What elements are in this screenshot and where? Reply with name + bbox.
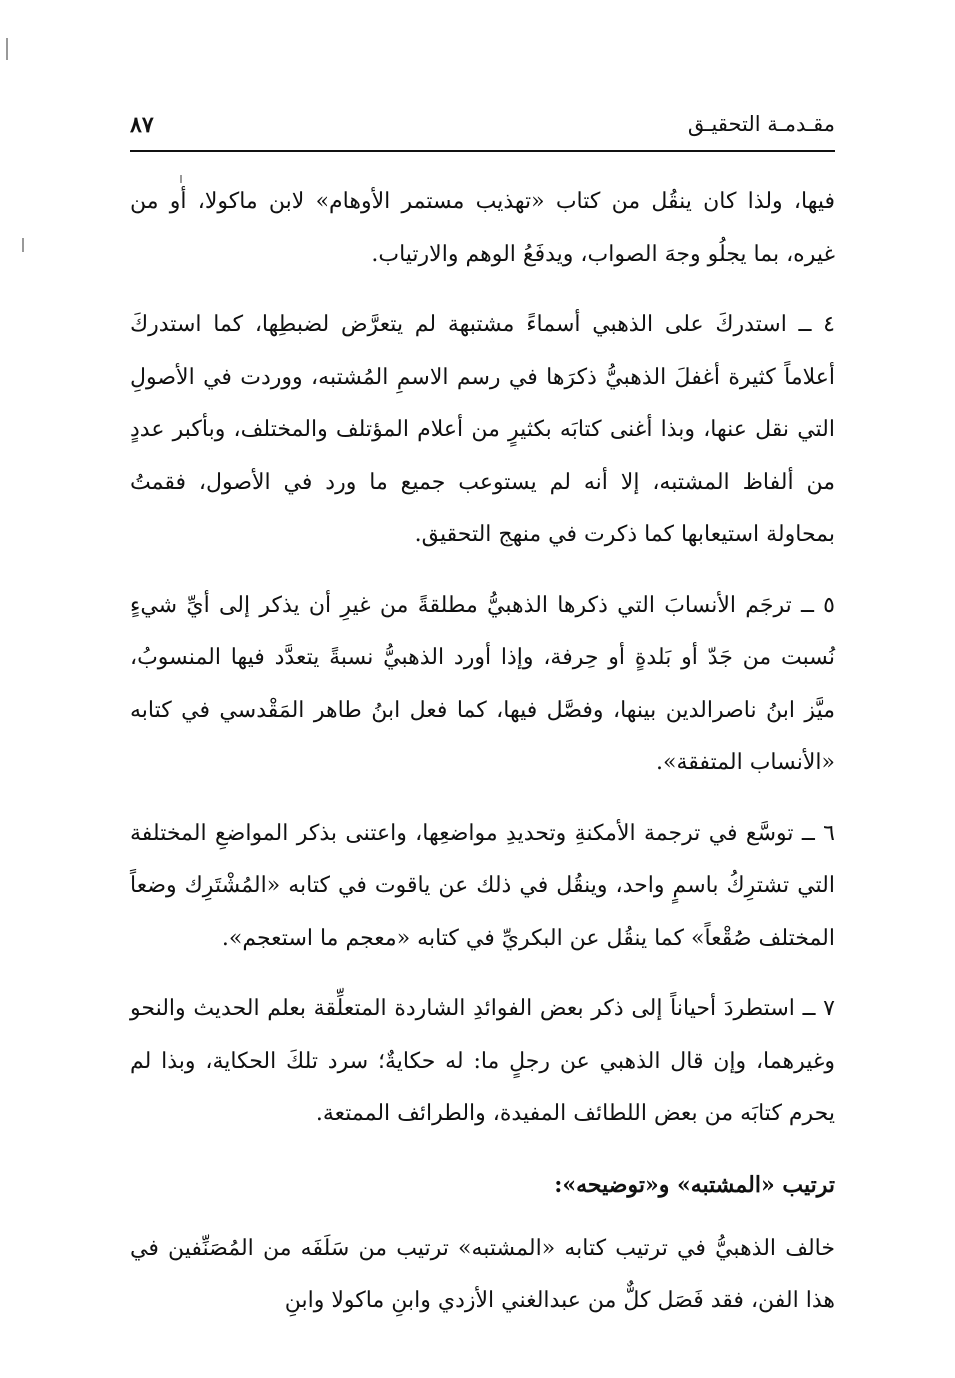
scan-mark-left bbox=[22, 238, 24, 252]
paragraph-item-6: ٦ ــ توسَّع في ترجمة الأمكنةِ وتحديدِ مواضعِها، واعتنى بذكر المواضعِ المختلفة التي تشترِكُ باسمٍ واحد، وينقُل في ذلك عن ياقوت في كتابه «المُشْتَرِك وضعاً المختلف صُقْعاً» كما ينقُل عن البكريِّ في كتابه «معجم ما استعجم». bbox=[130, 820, 835, 951]
body-text bbox=[130, 176, 835, 1328]
running-header bbox=[130, 108, 835, 148]
paragraph-item-4: ٤ ــ استدركَ على الذهبي أسماءً مشتبهة لم يتعرَّض لضبطِها، كما استدركَ أعلاماً كثيرة أغفلَ الذهبيُّ ذكرَها في رسم الاسمِ المُشتبه، ووردت في الأصولِ التي نقل عنها، وبذا أغنى كتابَه بكثيرٍ من أعلام المؤتلف والمختلف، وبأكبر عددٍ من ألفاظ المشتبه، إلا أنه لم يستوعب جميع ما ورد في الأصول، فقمتُ بمحاولة استيعابها كما ذكرت في منهج التحقيق. bbox=[130, 312, 835, 547]
page-number: ٨٧ bbox=[130, 112, 154, 138]
scan-mark-top-left bbox=[6, 38, 8, 60]
paragraph-item-7: ٧ ــ استطردَ أحياناً إلى ذكر بعض الفوائدِ الشاردة المتعلِّقة بعلم الحديث والنحو وغيرهما، وإن قال الذهبي عن رجلٍ ما: له حكايةٌ؛ سرد تلكَ الحكاية، وبذا لم يحرم كتابَه من بعض اللطائف المفيدة، والطرائف الممتعة. bbox=[130, 996, 835, 1126]
paragraph-continuation: فيها، ولذا كان ينقُل من كتاب «تهذيب مستمر الأوهام» لابن ماكولا، أو من غيره، بما يجلُو وجهَ الصواب، ويدفَعُ الوهم والارتياب. bbox=[130, 189, 835, 267]
running-title: مقـدمـة التحقيـق bbox=[687, 112, 835, 136]
section-paragraph: خالف الذهبيُّ في ترتيب كتابه «المشتبه» ترتيب من سَلَفَه من المُصَنِّفين في هذا الفن، فقد فَصَل كلٌّ من عبدالغني الأزدي وابنِ ماكولا وابنِ bbox=[130, 1235, 835, 1313]
paragraph-item-5: ٥ ــ ترجَم الأنسابَ التي ذكرها الذهبيُّ مطلقةً من غيرِ أن يذكر إلى أيِّ شيءٍ نُسبت من جَدّ أو بَلدةٍ أو حِرفة، وإذا أورد الذهبيُّ نسبةً يتعدَّد فيها المنسوبُ، ميَّز ابنُ ناصرالدين بينها، وفصَّل فيها، كما فعل ابنُ طاهر المَقْدسي في كتابه «الأنساب المتفقة». bbox=[130, 592, 835, 775]
section-heading: ترتيب «المشتبه» و«توضيحه»: bbox=[554, 1171, 835, 1198]
header-rule bbox=[130, 150, 835, 152]
page bbox=[130, 108, 835, 1346]
